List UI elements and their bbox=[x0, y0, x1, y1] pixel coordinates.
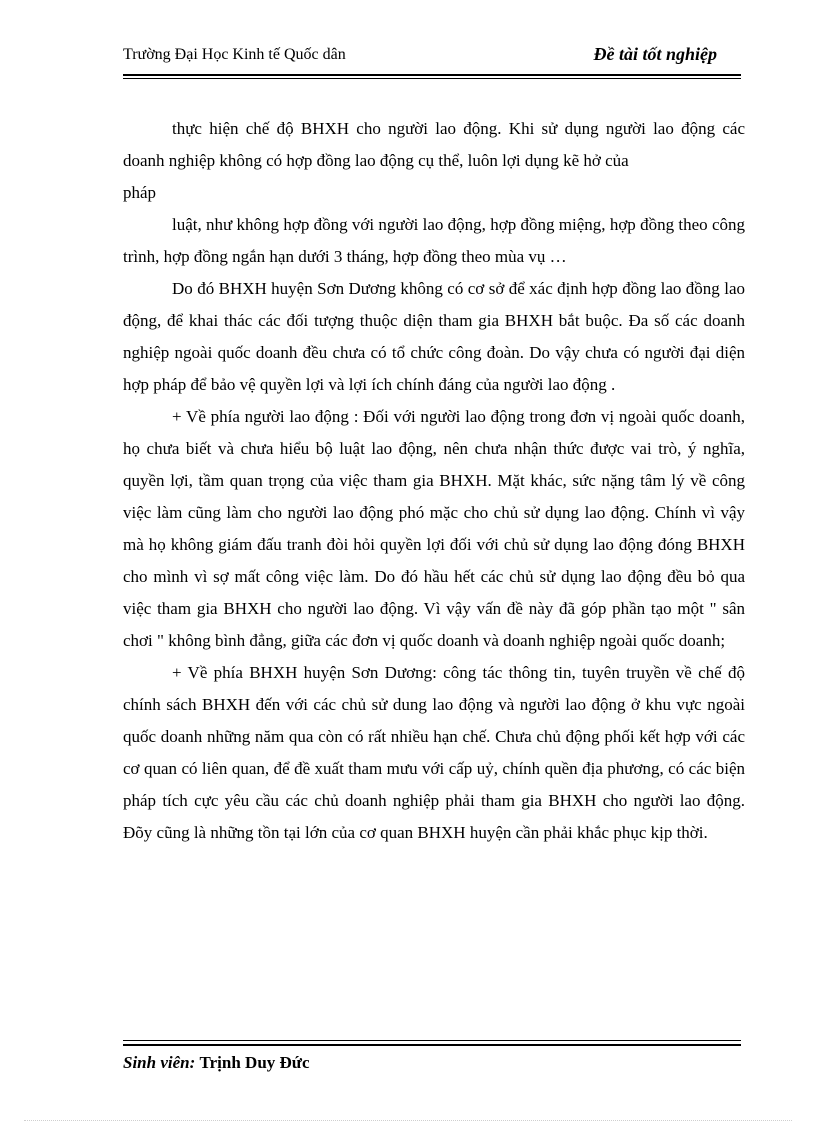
footer-rule-thick bbox=[123, 1044, 741, 1046]
student-label: Sinh viên: bbox=[123, 1053, 196, 1072]
school-name: Trường Đại Học Kinh tế Quốc dân bbox=[123, 46, 346, 63]
body-text bbox=[123, 113, 745, 849]
paragraph-4: Do đó BHXH huyện Sơn Dương không có cơ sở để xác định hợp đồng lao đồng lao động, để khai thác các đối tượng thuộc diện tham gia BHXH bắt buộc. Đa số các doanh nghiệp ngoài quốc doanh đều chưa có tổ chức công đoàn. Do vậy chưa có người đại diện hợp pháp để bảo vệ quyền lợi và lợi ích chính đáng của người lao động . bbox=[123, 279, 745, 394]
page-bottom-border bbox=[24, 1120, 792, 1121]
header-rule-thick bbox=[123, 74, 741, 76]
student-name: Trịnh Duy Đức bbox=[199, 1053, 310, 1072]
header-rule-thin bbox=[123, 78, 741, 79]
paragraph-6: + Về phía BHXH huyện Sơn Dương: công tác thông tin, tuyên truyền về chế độ chính sách BHXH đến với các chủ sử dung lao động và người lao động ở khu vực ngoài quốc doanh những năm qua còn có rất nhiều hạn chế. Chưa chủ động phối kết hợp với các cơ quan có liên quan, để đề xuất tham mưu với cấp uỷ, chính quền địa phương, có các biện pháp tích cực yêu cầu các chủ doanh nghiệp phải tham gia BHXH cho người lao động. Đõy cũng là những tồn tại lớn của cơ quan BHXH huyện cần phải khắc phục kịp thời. bbox=[123, 663, 745, 842]
page-header bbox=[123, 42, 741, 66]
paragraph-1: thực hiện chế độ BHXH cho người lao động. Khi sử dụng người lao động các doanh nghiệp không có hợp đồng lao động cụ thể, luôn lợi dụng kẽ hở của bbox=[123, 119, 745, 170]
page-footer bbox=[123, 1053, 310, 1073]
paragraph-5: + Về phía người lao động : Đối với người lao động trong đơn vị ngoài quốc doanh, họ chưa biết và chưa hiểu bộ luật lao động, nên chưa nhận thức được vai trò, ý nghĩa, quyền lợi, tầm quan trọng của việc tham gia BHXH. Mặt khác, sức nặng tâm lý về công việc làm cũng làm cho người lao động phó mặc cho chủ sử dụng lao động. Chính vì vậy mà họ không giám đấu tranh đòi hỏi quyền lợi đối với chủ sử dụng lao động đóng BHXH cho mình vì sợ mất công việc làm. Do đó hầu hết các chủ sử dụng lao động đều bỏ qua việc tham gia BHXH cho người lao động. Vì vậy vấn đề này đã góp phần tạo một " sân chơi " không bình đẳng, giữa các đơn vị quốc doanh và doanh nghiệp ngoài quốc doanh; bbox=[123, 407, 745, 650]
footer-rule-thin bbox=[123, 1040, 741, 1041]
paragraph-3: luật, như không hợp đồng với người lao động, hợp đồng miệng, hợp đồng theo công trình, hợp đồng ngắn hạn dưới 3 tháng, hợp đồng theo mùa vụ … bbox=[123, 215, 745, 266]
paragraph-2: pháp bbox=[123, 183, 157, 202]
thesis-topic-label: Đề tài tốt nghiệp bbox=[593, 44, 717, 64]
